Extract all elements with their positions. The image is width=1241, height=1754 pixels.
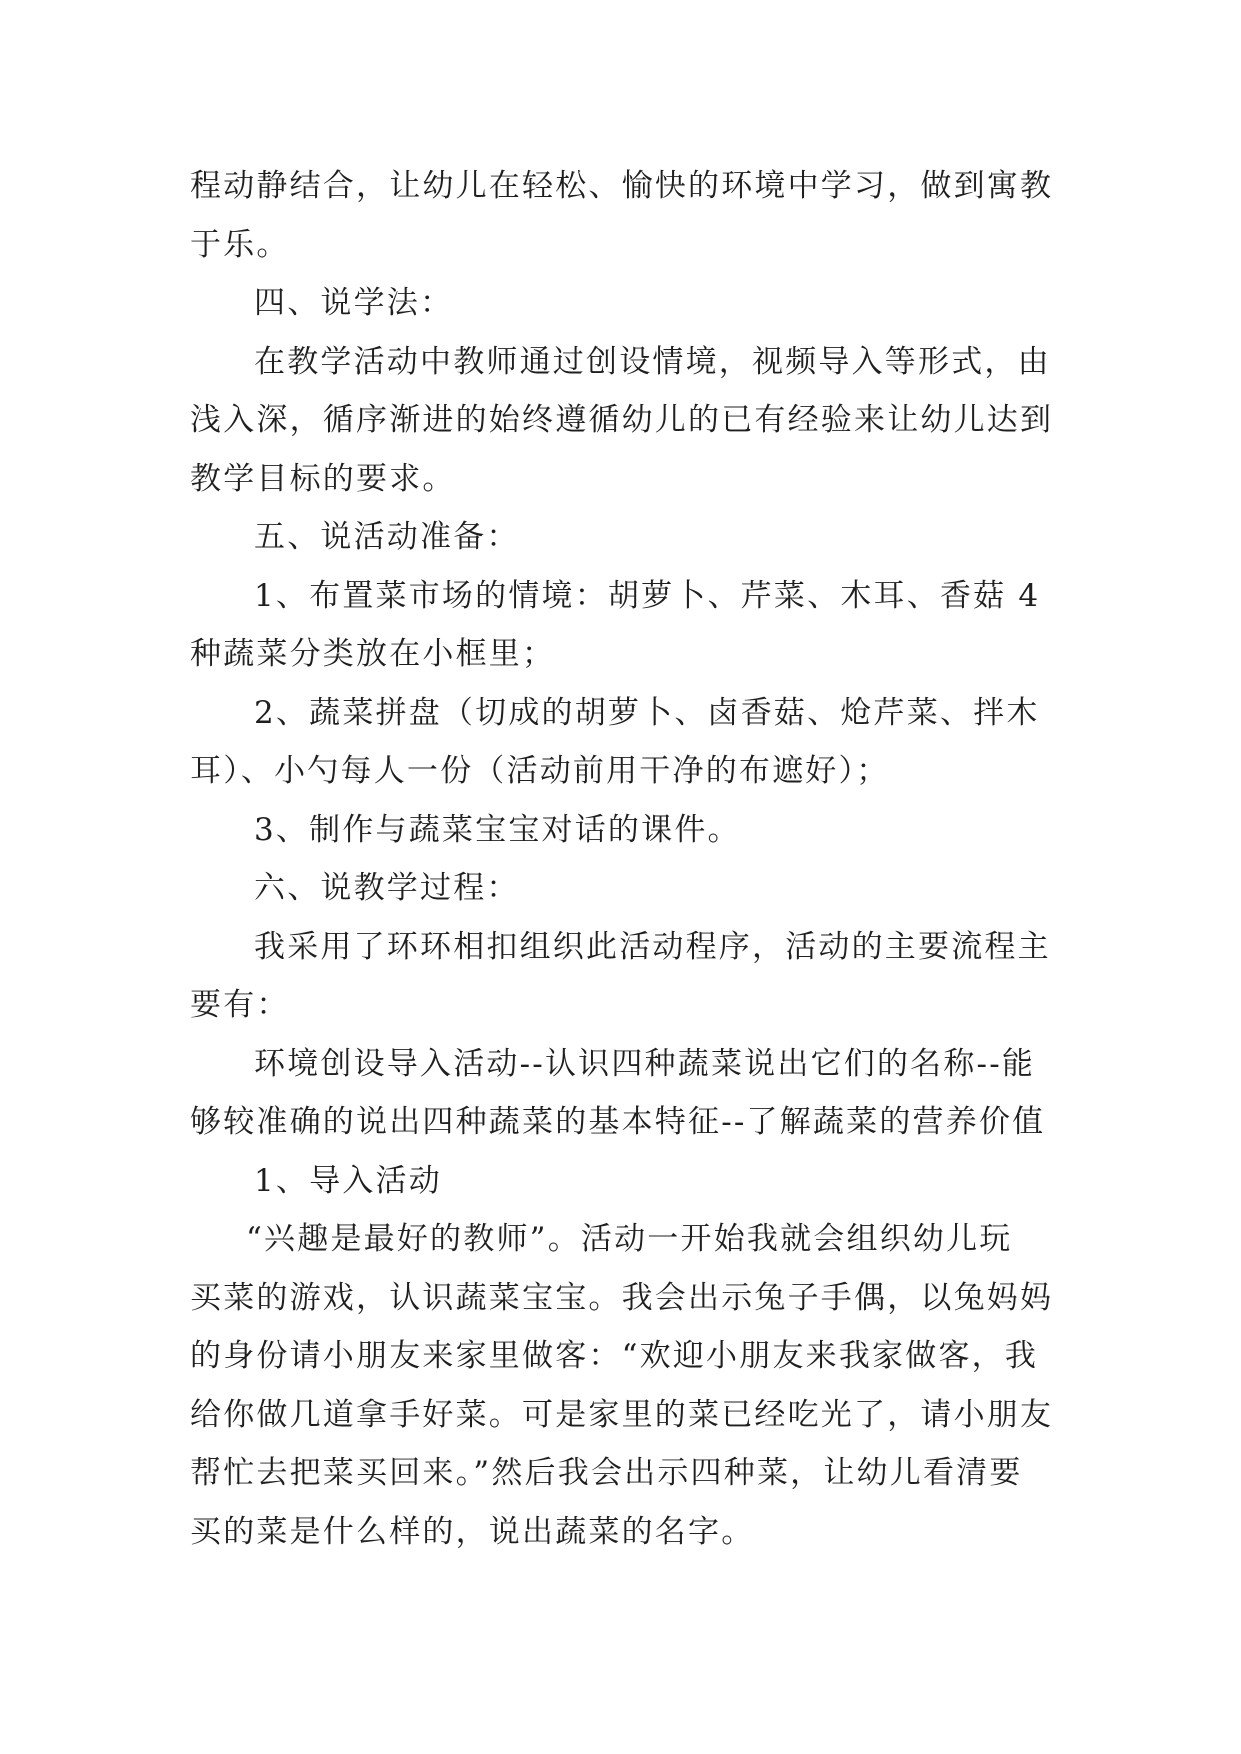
subsection-heading: 1、导入活动: [254, 1162, 442, 1199]
paragraph-line: 买菜的游戏，认识蔬菜宝宝。我会出示兔子手偶，以兔妈妈: [190, 1279, 1054, 1316]
section-heading: 五、说活动准备：: [254, 519, 520, 555]
paragraph-line: 程动静结合，让幼儿在轻松、愉快的环境中学习，做到寓教: [190, 168, 1054, 204]
paragraph-line: 我采用了环环相扣组织此活动程序，活动的主要流程主: [254, 928, 1051, 965]
paragraph-line: 浅入深，循序渐进的始终遵循幼儿的已有经验来让幼儿达到: [190, 402, 1054, 438]
paragraph-line: 够较准确的说出四种蔬菜的基本特征--了解蔬菜的营养价值: [190, 1104, 1046, 1140]
paragraph-line: 要有：: [190, 987, 290, 1023]
paragraph-line: 教学目标的要求。: [190, 460, 456, 497]
list-item: 1、布置菜市场的情境：胡萝卜、芹菜、木耳、香菇 4: [254, 577, 1041, 614]
paragraph-line: 买的菜是什么样的，说出蔬菜的名字。: [190, 1513, 755, 1550]
section-heading: 四、说学法：: [254, 285, 454, 321]
paragraph-line: 给你做几道拿手好菜。可是家里的菜已经吃光了，请小朋友: [190, 1396, 1054, 1433]
paragraph-line: 种蔬菜分类放在小框里；: [190, 636, 556, 672]
paragraph-line: “兴趣是最好的教师”。活动一开始我就会组织幼儿玩: [246, 1221, 1013, 1257]
document-body: [190, 157, 1054, 1561]
paragraph-line: 帮忙去把菜买回来。”然后我会出示四种菜，让幼儿看清要: [190, 1455, 1023, 1491]
section-heading: 六、说教学过程：: [254, 870, 520, 906]
paragraph-line: 的身份请小朋友来家里做客：“欢迎小朋友来我家做客，我: [190, 1338, 1039, 1374]
paragraph-line: 环境创设导入活动--认识四种蔬菜说出它们的名称--能: [254, 1045, 1036, 1082]
list-item: 3、制作与蔬菜宝宝对话的课件。: [254, 811, 741, 848]
paragraph-line: 耳）、小勺每人一份（活动前用干净的布遮好）；: [190, 753, 890, 789]
paragraph-line: 于乐。: [190, 226, 290, 263]
list-item: 2、蔬菜拼盘（切成的胡萝卜、卤香菇、炝芹菜、拌木: [254, 694, 1040, 731]
paragraph-line: 在教学活动中教师通过创设情境，视频导入等形式，由: [254, 343, 1051, 380]
